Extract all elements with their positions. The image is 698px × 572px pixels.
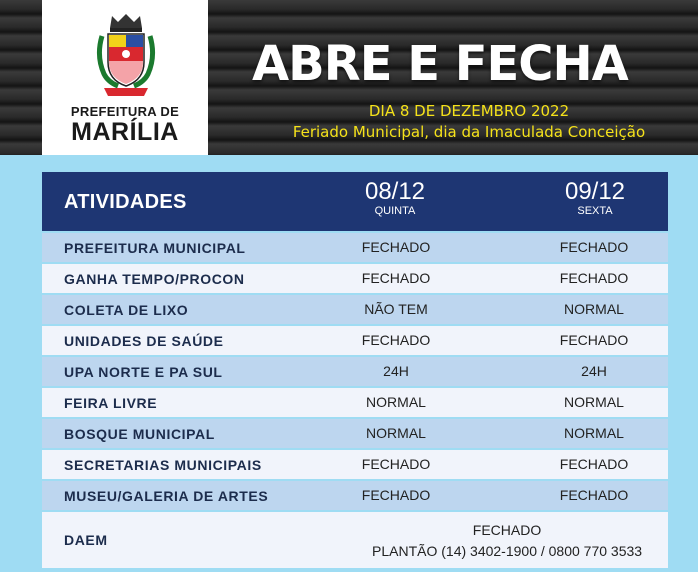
status-day-2: FECHADO (559, 487, 629, 503)
marilia-coat-of-arms-icon (94, 12, 158, 102)
header-day-2-weekday: SEXTA (577, 205, 613, 217)
table-row (42, 481, 668, 510)
daem-status: FECHADO (472, 522, 542, 538)
header-activities: ATIVIDADES (64, 191, 187, 213)
header-day-1 (340, 172, 450, 218)
table-row (42, 419, 668, 448)
table-row (42, 326, 668, 355)
activity-name: SECRETARIAS MUNICIPAIS (64, 457, 262, 473)
status-day-1: NÃO TEM (364, 301, 428, 317)
activity-name: COLETA DE LIXO (64, 302, 189, 318)
activity-name: FEIRA LIVRE (64, 395, 158, 411)
status-day-1: FECHADO (361, 456, 431, 472)
table-row (42, 388, 668, 417)
status-day-2: NORMAL (564, 301, 624, 317)
status-day-1: FECHADO (361, 487, 431, 503)
table-row (42, 295, 668, 324)
subtitle-date: DIA 8 DE DEZEMBRO 2022 (368, 102, 570, 120)
status-day-1: 24H (383, 363, 409, 379)
status-day-1: FECHADO (361, 239, 431, 255)
table-row (42, 450, 668, 479)
page-title: ABRE E FECHA (252, 36, 628, 92)
header-day-2 (540, 172, 650, 218)
activity-name: DAEM (64, 532, 108, 548)
activity-name: GANHA TEMPO/PROCON (64, 271, 245, 287)
status-day-1: NORMAL (366, 394, 426, 410)
status-day-2: 24H (581, 363, 607, 379)
status-day-2: FECHADO (559, 332, 629, 348)
activity-name: UPA NORTE E PA SUL (64, 364, 223, 380)
table-row (42, 264, 668, 293)
activity-name: UNIDADES DE SAÚDE (64, 333, 224, 349)
header-day-1-weekday: QUINTA (374, 205, 416, 217)
activity-name: MUSEU/GALERIA DE ARTES (64, 488, 269, 504)
status-day-2: NORMAL (564, 394, 624, 410)
activity-name: BOSQUE MUNICIPAL (64, 426, 215, 442)
activity-name: PREFEITURA MUNICIPAL (64, 240, 246, 256)
table-row-daem (42, 512, 668, 568)
status-day-1: FECHADO (361, 270, 431, 286)
status-day-2: NORMAL (564, 425, 624, 441)
header-day-2-date: 09/12 (564, 178, 626, 205)
header-day-1-date: 08/12 (364, 178, 426, 205)
status-day-2: FECHADO (559, 270, 629, 286)
status-day-1: FECHADO (361, 332, 431, 348)
table-row (42, 357, 668, 386)
schedule-table (42, 172, 668, 568)
table-header (42, 172, 668, 231)
logo-text-city: MARÍLIA (71, 118, 179, 146)
daem-oncall-phones: PLANTÃO (14) 3402-1900 / 0800 770 3533 (372, 543, 643, 559)
status-day-2: FECHADO (559, 239, 629, 255)
subtitle-holiday: Feriado Municipal, dia da Imaculada Conceição (292, 123, 646, 141)
status-day-1: NORMAL (366, 425, 426, 441)
table-row (42, 233, 668, 262)
status-day-2: FECHADO (559, 456, 629, 472)
logo-text-prefeitura: PREFEITURA DE (70, 104, 180, 119)
header-banner (0, 0, 698, 155)
